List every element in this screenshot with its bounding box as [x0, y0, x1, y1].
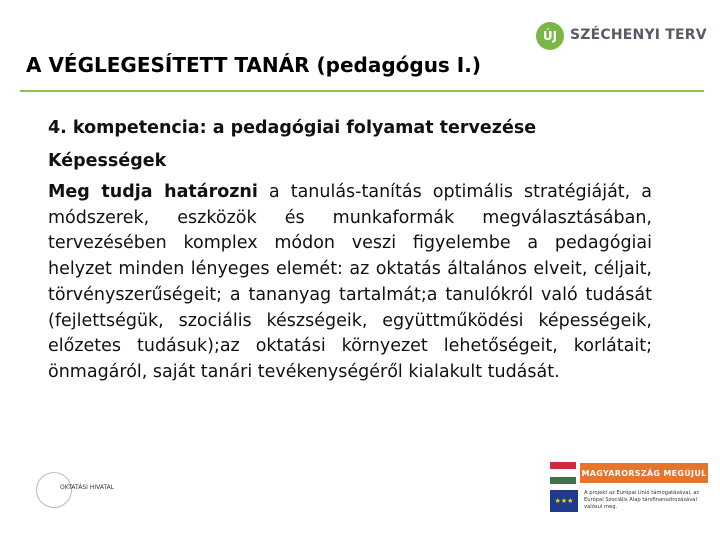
paragraph-lead: Meg tudja határozni — [48, 182, 258, 202]
footer-logos — [548, 460, 708, 520]
left-logo-text: OKTATÁSI HIVATAL — [60, 484, 115, 491]
competency-paragraph — [48, 180, 652, 386]
competency-subtitle: 4. kompetencia: a pedagógiai folyamat tervezése — [48, 118, 537, 138]
hungarian-flag-icon — [550, 462, 576, 484]
page-title: A VÉGLEGESÍTETT TANÁR (pedagógus I.) — [26, 53, 481, 77]
logo-text: SZÉCHENYI TERV — [570, 27, 707, 43]
oktatasi-hivatal-logo — [36, 470, 166, 514]
uj-logo-icon: ÚJ — [536, 22, 564, 50]
section-heading: Képességek — [48, 151, 167, 171]
eu-flag-icon: ★★★ — [550, 490, 578, 512]
magyarorszag-megujul-band: MAGYARORSZÁG MEGÚJUL — [580, 463, 708, 483]
eu-support-text: A projekt az Európai Unió támogatásával, az Európai Szociális Alap társfinanszírozásával valósul meg. — [584, 490, 700, 510]
paragraph-rest: a tanulás-tanítás optimális stratégiáját, a módszerek, eszközök és munkaformák megválasztásában, tervezésében komplex módon veszi figyelembe a pedagógiai helyzet minden lényeges elemét: az oktatás általános elveit, céljait, törvényszerűségeit; a tananyag tartalmát;a tanulókról való tudását (fejlettségük, szociális készségeik, együttműködési képességeik, előzetes tudásuk);az oktatási környezet lehetőségeit, korlátait; önmagáról, saját tanári tevékenységéről kialakult tudását. — [48, 182, 652, 382]
title-divider — [20, 90, 704, 92]
szechenyi-terv-logo — [536, 18, 707, 54]
